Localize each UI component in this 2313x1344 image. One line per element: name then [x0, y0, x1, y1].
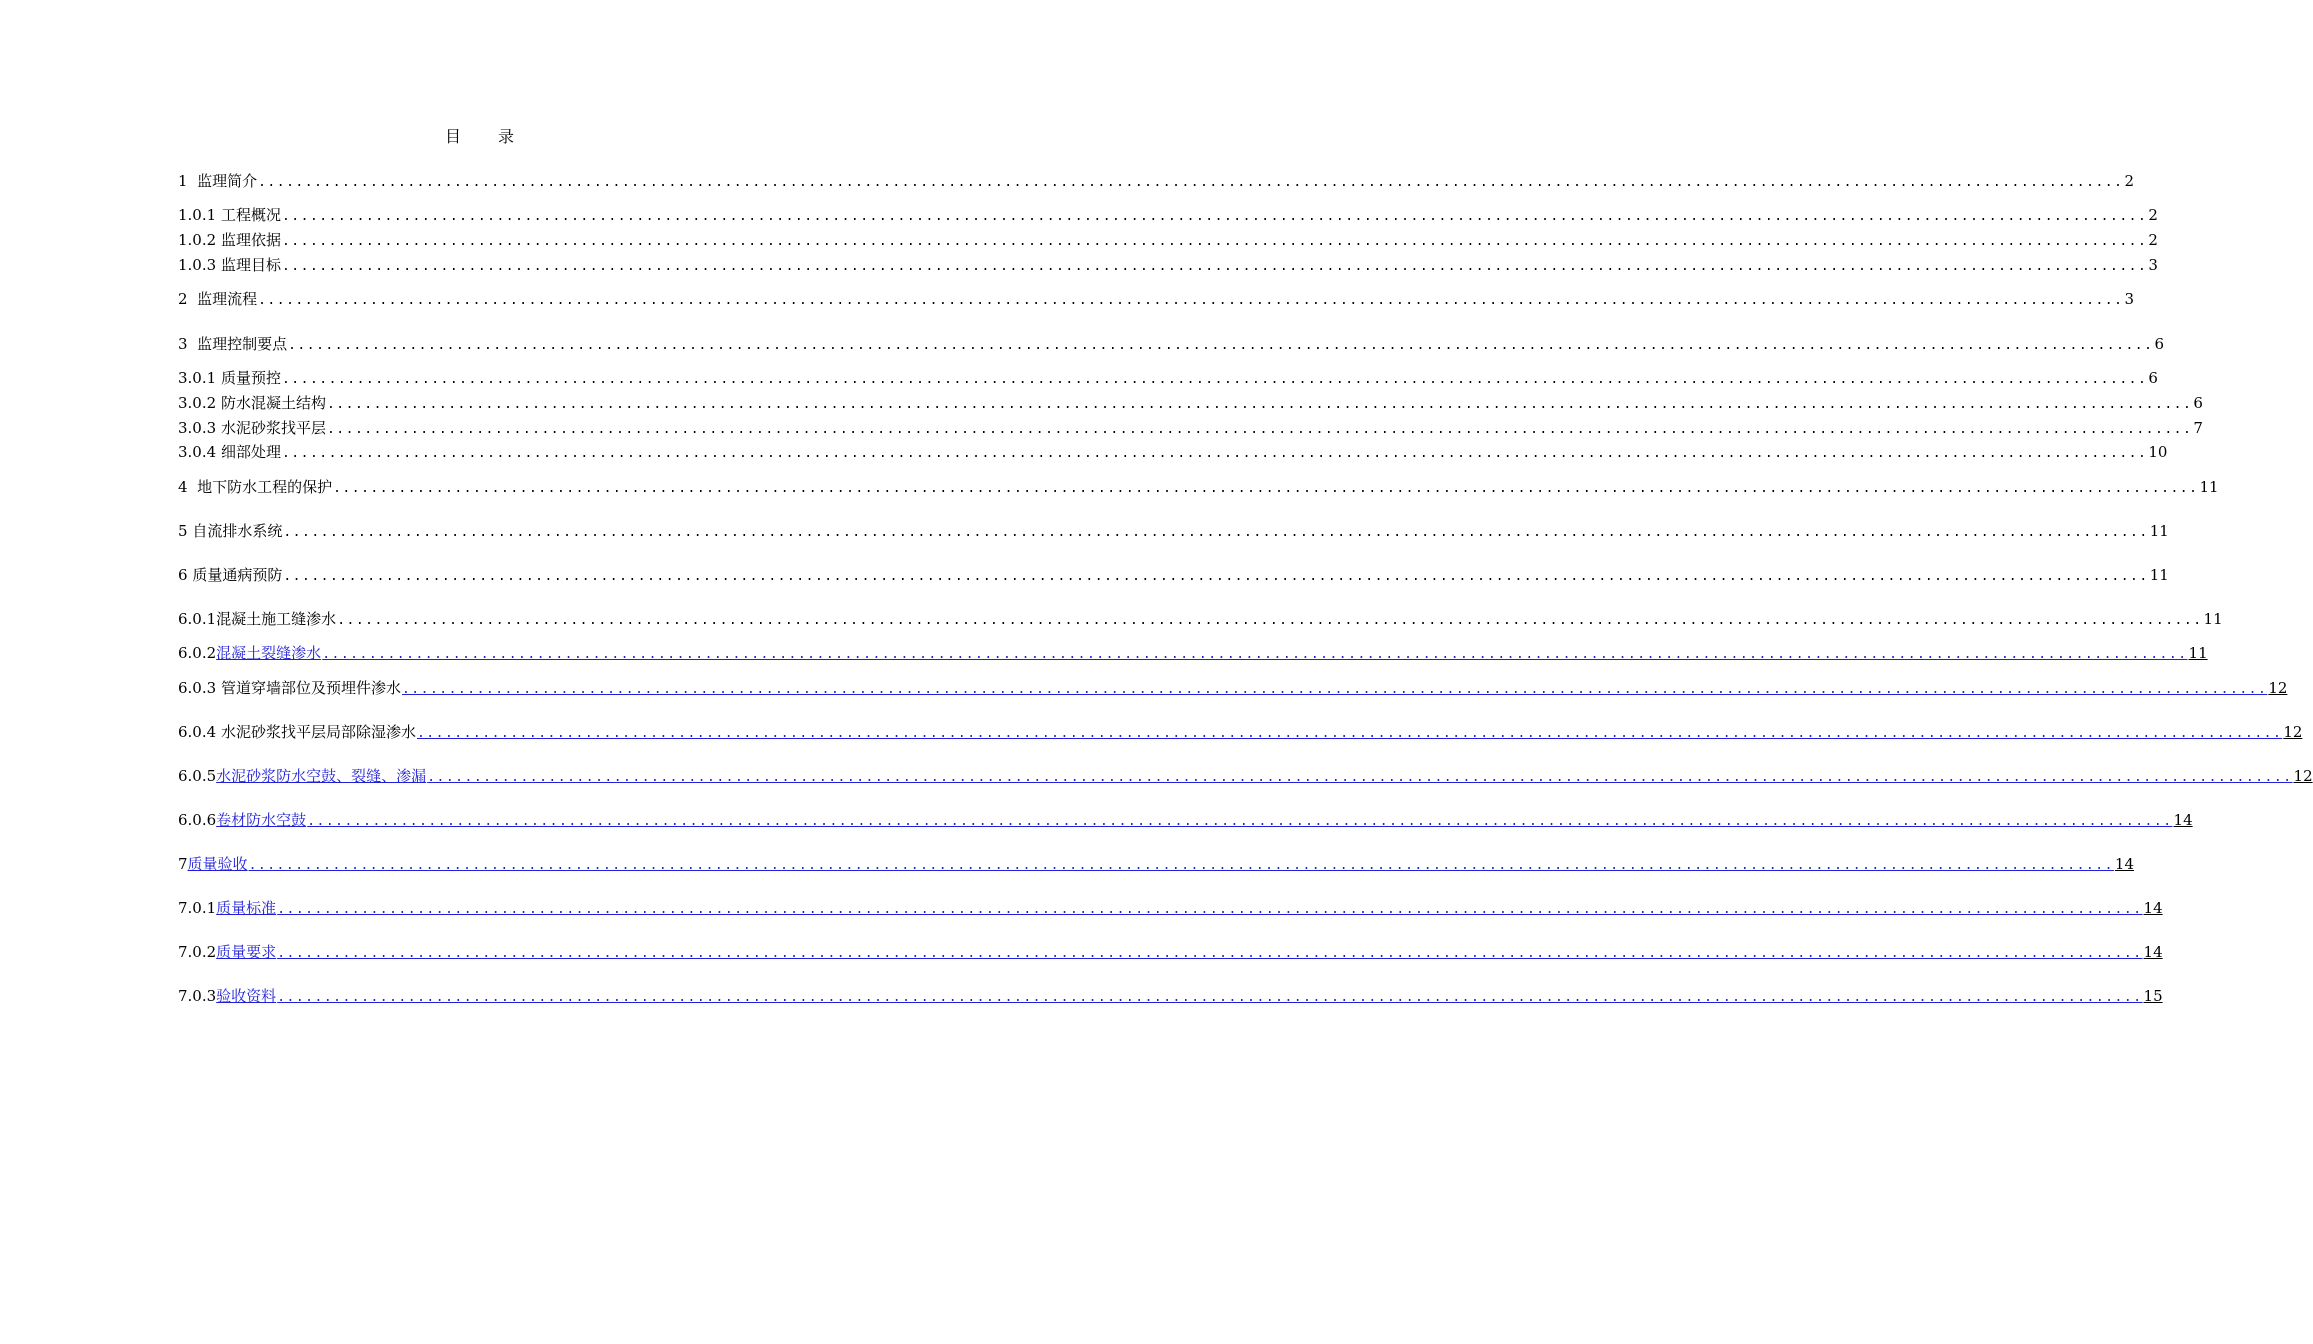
toc-entry-page: 3: [2124, 290, 2134, 308]
toc-entry-number: 2: [178, 290, 188, 308]
toc-entry-title[interactable]: 地下防水工程的保护: [197, 478, 333, 496]
toc-entry-label: [178, 520, 282, 542]
toc-entry[interactable]: [178, 170, 2134, 192]
toc-entry-page: 2: [2148, 231, 2158, 249]
toc-leader-dots: ........................................................................................................................................................................................................: [337, 613, 2203, 628]
toc-entry-label: [178, 288, 257, 310]
toc-entry-label: [178, 417, 326, 439]
toc-entry-number: 7: [178, 855, 188, 873]
toc-leader-dots: ........................................................................................................................................................................................................: [322, 647, 2188, 662]
toc-entry-page: 14: [2143, 899, 2163, 917]
toc-entry[interactable]: [178, 941, 2163, 963]
toc-entry-page: 11: [2149, 522, 2169, 540]
toc-leader-dots: ........................................................................................................................................................................................................: [281, 446, 2148, 461]
toc-entry-number: 3.0.4: [178, 443, 217, 461]
toc-leader-dots: ........................................................................................................................................................................................................: [416, 726, 2283, 741]
toc-entry-number: 6.0.6: [178, 811, 217, 829]
toc-entry-number: 5: [178, 522, 188, 540]
toc-leader-dots: ........................................................................................................................................................................................................: [307, 814, 2173, 829]
toc-entry-title[interactable]: 监理简介: [197, 172, 258, 190]
toc-entry-label: [178, 441, 281, 463]
toc-entry-title[interactable]: 细部处理: [220, 443, 281, 461]
toc-entry-page: 14: [2173, 811, 2193, 829]
toc-entry-label: [178, 170, 257, 192]
toc-entry[interactable]: [178, 897, 2163, 919]
toc-entry-page: 12: [2293, 767, 2313, 785]
toc-entry[interactable]: [178, 809, 2193, 831]
toc-entry-page: 11: [2149, 566, 2169, 584]
toc-entry-label: [178, 229, 281, 251]
toc-leader-dots: ........................................................................................................................................................................................................: [427, 770, 2293, 785]
toc-entry-title[interactable]: 水泥砂浆找平层局部除湿渗水: [220, 723, 416, 741]
toc-entry-page: 6: [2154, 335, 2164, 353]
toc-entry-label: [178, 254, 281, 276]
toc-entry-number: 1: [178, 172, 188, 190]
toc-entry-label: [178, 721, 416, 743]
toc-entry[interactable]: [178, 441, 2168, 463]
toc-entry-title[interactable]: 质量要求: [216, 943, 277, 961]
toc-entry-title[interactable]: 卷材防水空鼓: [216, 811, 307, 829]
toc-entry-number: 6.0.4: [178, 723, 217, 741]
toc-leader-dots: ........................................................................................................................................................................................................: [277, 990, 2143, 1005]
toc-entry-number: 7.0.3: [178, 987, 217, 1005]
toc-entry-title[interactable]: 验收资料: [216, 987, 277, 1005]
toc-leader-dots: ........................................................................................................................................................................................................: [283, 525, 2149, 540]
toc-entry-gap: [188, 172, 198, 190]
toc-entry-label: [178, 476, 332, 498]
toc-entry-label: [178, 333, 287, 355]
toc-entry-number: 1.0.2: [178, 231, 217, 249]
toc-entry-title[interactable]: 质量验收: [187, 855, 248, 873]
toc-leader-dots: ........................................................................................................................................................................................................: [281, 259, 2148, 274]
toc-title: 目 录: [444, 127, 531, 146]
toc-entry-page: 2: [2124, 172, 2134, 190]
toc-leader-dots: ........................................................................................................................................................................................................: [283, 569, 2149, 584]
toc-entry-number: 3.0.1: [178, 369, 217, 387]
toc-entry-number: 3: [178, 335, 188, 353]
toc-entry-page: 6: [2148, 369, 2158, 387]
toc-entry-title[interactable]: 混凝土施工缝渗水: [216, 610, 337, 628]
toc-leader-dots: ........................................................................................................................................................................................................: [401, 682, 2268, 697]
toc-leader-dots: ........................................................................................................................................................................................................: [258, 175, 2124, 190]
toc-entry-page: 6: [2193, 394, 2203, 412]
toc-entry-title[interactable]: 水泥砂浆防水空鼓、裂缝、渗漏: [216, 767, 427, 785]
toc-entry-label: [178, 853, 248, 875]
toc-entry-label: [178, 392, 326, 414]
toc-entry-title[interactable]: 工程概况: [220, 206, 281, 224]
toc-entry[interactable]: [178, 204, 2158, 226]
toc-leader-dots: ........................................................................................................................................................................................................: [258, 293, 2124, 308]
toc-entry-label: [178, 941, 276, 963]
toc-entry[interactable]: [178, 765, 2313, 787]
toc-entry[interactable]: [178, 254, 2158, 276]
toc-entry[interactable]: [178, 333, 2164, 355]
toc-entry-page: 14: [2114, 855, 2134, 873]
toc-leader-dots: ........................................................................................................................................................................................................: [333, 481, 2199, 496]
toc-entry-label: [178, 367, 281, 389]
toc-entry-label: [178, 765, 426, 787]
toc-entry-number: 6.0.5: [178, 767, 217, 785]
toc-entry-title[interactable]: 管道穿墙部位及预埋件渗水: [220, 679, 401, 697]
toc-entry[interactable]: [178, 229, 2158, 251]
toc-leader-dots: ........................................................................................................................................................................................................: [281, 372, 2148, 387]
toc-entry-number: 6.0.2: [178, 644, 217, 662]
toc-entry-label: [178, 809, 306, 831]
toc-entry[interactable]: [178, 367, 2158, 389]
toc-entry-page: 3: [2148, 256, 2158, 274]
toc-entry-label: [178, 985, 276, 1007]
toc-entry-page: 2: [2148, 206, 2158, 224]
toc-entry-title[interactable]: 质量预控: [220, 369, 281, 387]
toc-entry-title[interactable]: 自流排水系统: [192, 522, 283, 540]
toc-entry-gap: [188, 478, 198, 496]
toc-entry-title[interactable]: 水泥砂浆找平层: [220, 419, 326, 437]
toc-entry-title[interactable]: 监理控制要点: [197, 335, 288, 353]
toc-entry[interactable]: [178, 721, 2303, 743]
toc-entry-page: 11: [2199, 478, 2219, 496]
toc-entry-number: 1.0.3: [178, 256, 217, 274]
toc-entry-number: 6.0.1: [178, 610, 217, 628]
toc-leader-dots: ........................................................................................................................................................................................................: [326, 397, 2193, 412]
toc-entry-number: 7.0.1: [178, 899, 217, 917]
toc-entry-title[interactable]: 混凝土裂缝渗水: [216, 644, 322, 662]
toc-entry-label: [178, 677, 401, 699]
toc-entry-title[interactable]: 监理目标: [220, 256, 281, 274]
toc-leader-dots: ........................................................................................................................................................................................................: [248, 858, 2114, 873]
toc-entry[interactable]: [178, 392, 2203, 414]
toc-entry-page: 12: [2283, 723, 2303, 741]
toc-entry[interactable]: [178, 985, 2163, 1007]
toc-entry-label: [178, 204, 281, 226]
toc-entry-gap: [188, 290, 198, 308]
toc-entry-label: [178, 897, 276, 919]
toc-leader-dots: ........................................................................................................................................................................................................: [277, 902, 2143, 917]
toc-leader-dots: ........................................................................................................................................................................................................: [277, 946, 2143, 961]
toc-entry-page: 10: [2148, 443, 2168, 461]
toc-entry-page: 11: [2203, 610, 2223, 628]
toc-entry-number: 6: [178, 566, 188, 584]
toc-entry-page: 7: [2193, 419, 2203, 437]
toc-entry-gap: [188, 335, 198, 353]
toc-entry[interactable]: [178, 520, 2169, 542]
toc-leader-dots: ........................................................................................................................................................................................................: [281, 209, 2148, 224]
toc-entry-page: 12: [2268, 679, 2288, 697]
toc-entry-label: [178, 642, 321, 664]
toc-entry-title[interactable]: 防水混凝土结构: [220, 394, 326, 412]
toc-entry[interactable]: [178, 608, 2223, 630]
toc-entry[interactable]: [178, 642, 2208, 664]
toc-entry[interactable]: [178, 476, 2219, 498]
toc-entry-title[interactable]: 质量通病预防: [192, 566, 283, 584]
toc-entry[interactable]: [178, 853, 2134, 875]
toc-entry-page: 14: [2143, 943, 2163, 961]
toc-entry-page: 15: [2143, 987, 2163, 1005]
toc-leader-dots: ........................................................................................................................................................................................................: [326, 422, 2193, 437]
toc-entry-number: 1.0.1: [178, 206, 217, 224]
toc-entry-title[interactable]: 监理依据: [220, 231, 281, 249]
toc-entry[interactable]: [178, 677, 2288, 699]
toc-entry-number: 4: [178, 478, 188, 496]
toc-entry[interactable]: [178, 417, 2203, 439]
toc-entry-number: 6.0.3: [178, 679, 217, 697]
toc-entry-number: 3.0.3: [178, 419, 217, 437]
toc-leader-dots: ........................................................................................................................................................................................................: [281, 234, 2148, 249]
toc-entry-title[interactable]: 质量标准: [216, 899, 277, 917]
toc-entry-label: [178, 564, 282, 586]
toc-entry-number: 3.0.2: [178, 394, 217, 412]
toc-entry-page: 11: [2188, 644, 2208, 662]
toc-entry-number: 7.0.2: [178, 943, 217, 961]
toc-leader-dots: ........................................................................................................................................................................................................: [288, 338, 2154, 353]
toc-entry[interactable]: [178, 564, 2169, 586]
toc-entry[interactable]: [178, 288, 2134, 310]
toc-entry-title[interactable]: 监理流程: [197, 290, 258, 308]
toc-entry-label: [178, 608, 336, 630]
